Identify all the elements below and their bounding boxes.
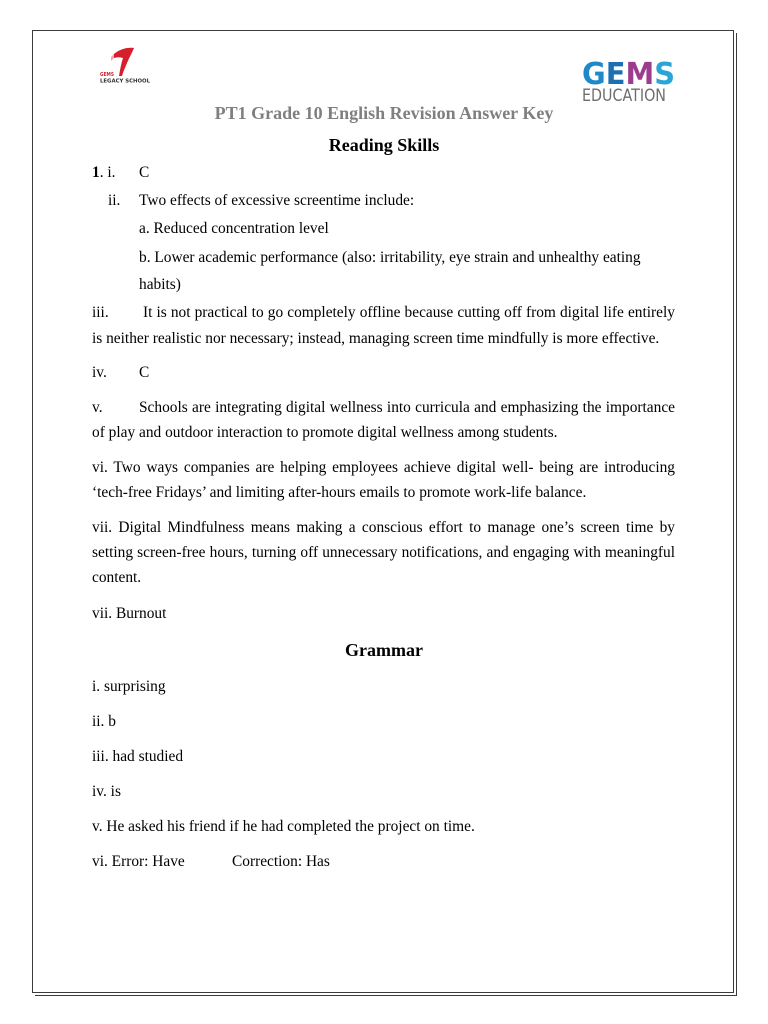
section-heading-reading-skills: Reading Skills [328, 135, 440, 155]
grammar-answer: ii. b [92, 713, 116, 730]
part-v-line: of play and outdoor interaction to promote digital wellness among students. [92, 424, 558, 441]
part-ii-point-a: a. Reduced concentration level [139, 220, 329, 237]
question-number: 1 [92, 164, 100, 181]
part-vii-line: setting screen-free hours, turning off unnecessary notifications, and engaging with meaningful [92, 544, 675, 561]
part-ii-intro: Two effects of excessive screentime include: [139, 192, 415, 209]
part-burnout-answer: vii. Burnout [92, 605, 167, 622]
part-iv-label: iv. [92, 364, 107, 381]
part-vi-line: ‘tech-free Fridays’ and limiting after-hours emails to promote work-life balance. [92, 484, 587, 501]
question-1-label [92, 164, 116, 182]
part-vi-line: vi. Two ways companies are helping employees achieve digital well- being are introducing [92, 459, 675, 476]
wordmark-letter-s: S [654, 57, 676, 92]
part-iii-line: It is not practical to go completely offline because cutting off from digital life entirely [143, 304, 675, 321]
school-emblem-accent [111, 54, 114, 61]
part-vii-line: vii. Digital Mindfulness means making a conscious effort to manage one’s screen time by [92, 519, 675, 536]
part-iii-label: iii. [92, 304, 109, 321]
school-logo-name: LEGACY SCHOOL [100, 78, 151, 85]
part-i-label: . i. [99, 164, 116, 181]
gems-legacy-school-logo [96, 44, 156, 86]
wordmark-letter-g: G [582, 57, 607, 92]
part-ii-point-b-line: habits) [139, 276, 181, 293]
grammar-answer: i. surprising [92, 678, 166, 695]
grammar-correction: Correction: Has [232, 853, 330, 870]
part-iv-answer: C [139, 364, 150, 381]
document-title: PT1 Grade 10 English Revision Answer Key [214, 103, 554, 123]
school-logo-brand: GEMS [100, 72, 114, 78]
education-wordmark: EDUCATION [582, 86, 666, 106]
page-border [32, 30, 734, 993]
section-heading-grammar: Grammar [345, 640, 423, 660]
wordmark-letter-m: M [625, 57, 656, 92]
grammar-answer: iv. is [92, 783, 121, 800]
part-v-label: v. [92, 399, 103, 416]
gems-education-logo [580, 57, 678, 106]
grammar-answer: v. He asked his friend if he had completed the project on time. [92, 818, 475, 835]
grammar-answer: iii. had studied [92, 748, 184, 765]
part-vii-line: content. [92, 569, 142, 586]
part-iii-line: is neither realistic nor necessary; instead, managing screen time mindfully is more effective. [92, 330, 660, 347]
part-v-line: Schools are integrating digital wellness into curricula and emphasizing the importance [139, 399, 675, 416]
school-emblem [114, 48, 134, 76]
part-ii-label: ii. [108, 192, 121, 209]
part-ii-point-b-line: b. Lower academic performance (also: irritability, eye strain and unhealthy eating [139, 249, 641, 266]
grammar-error: vi. Error: Have [92, 853, 185, 870]
part-i-answer: C [139, 164, 150, 181]
wordmark-letter-e: E [605, 57, 627, 92]
